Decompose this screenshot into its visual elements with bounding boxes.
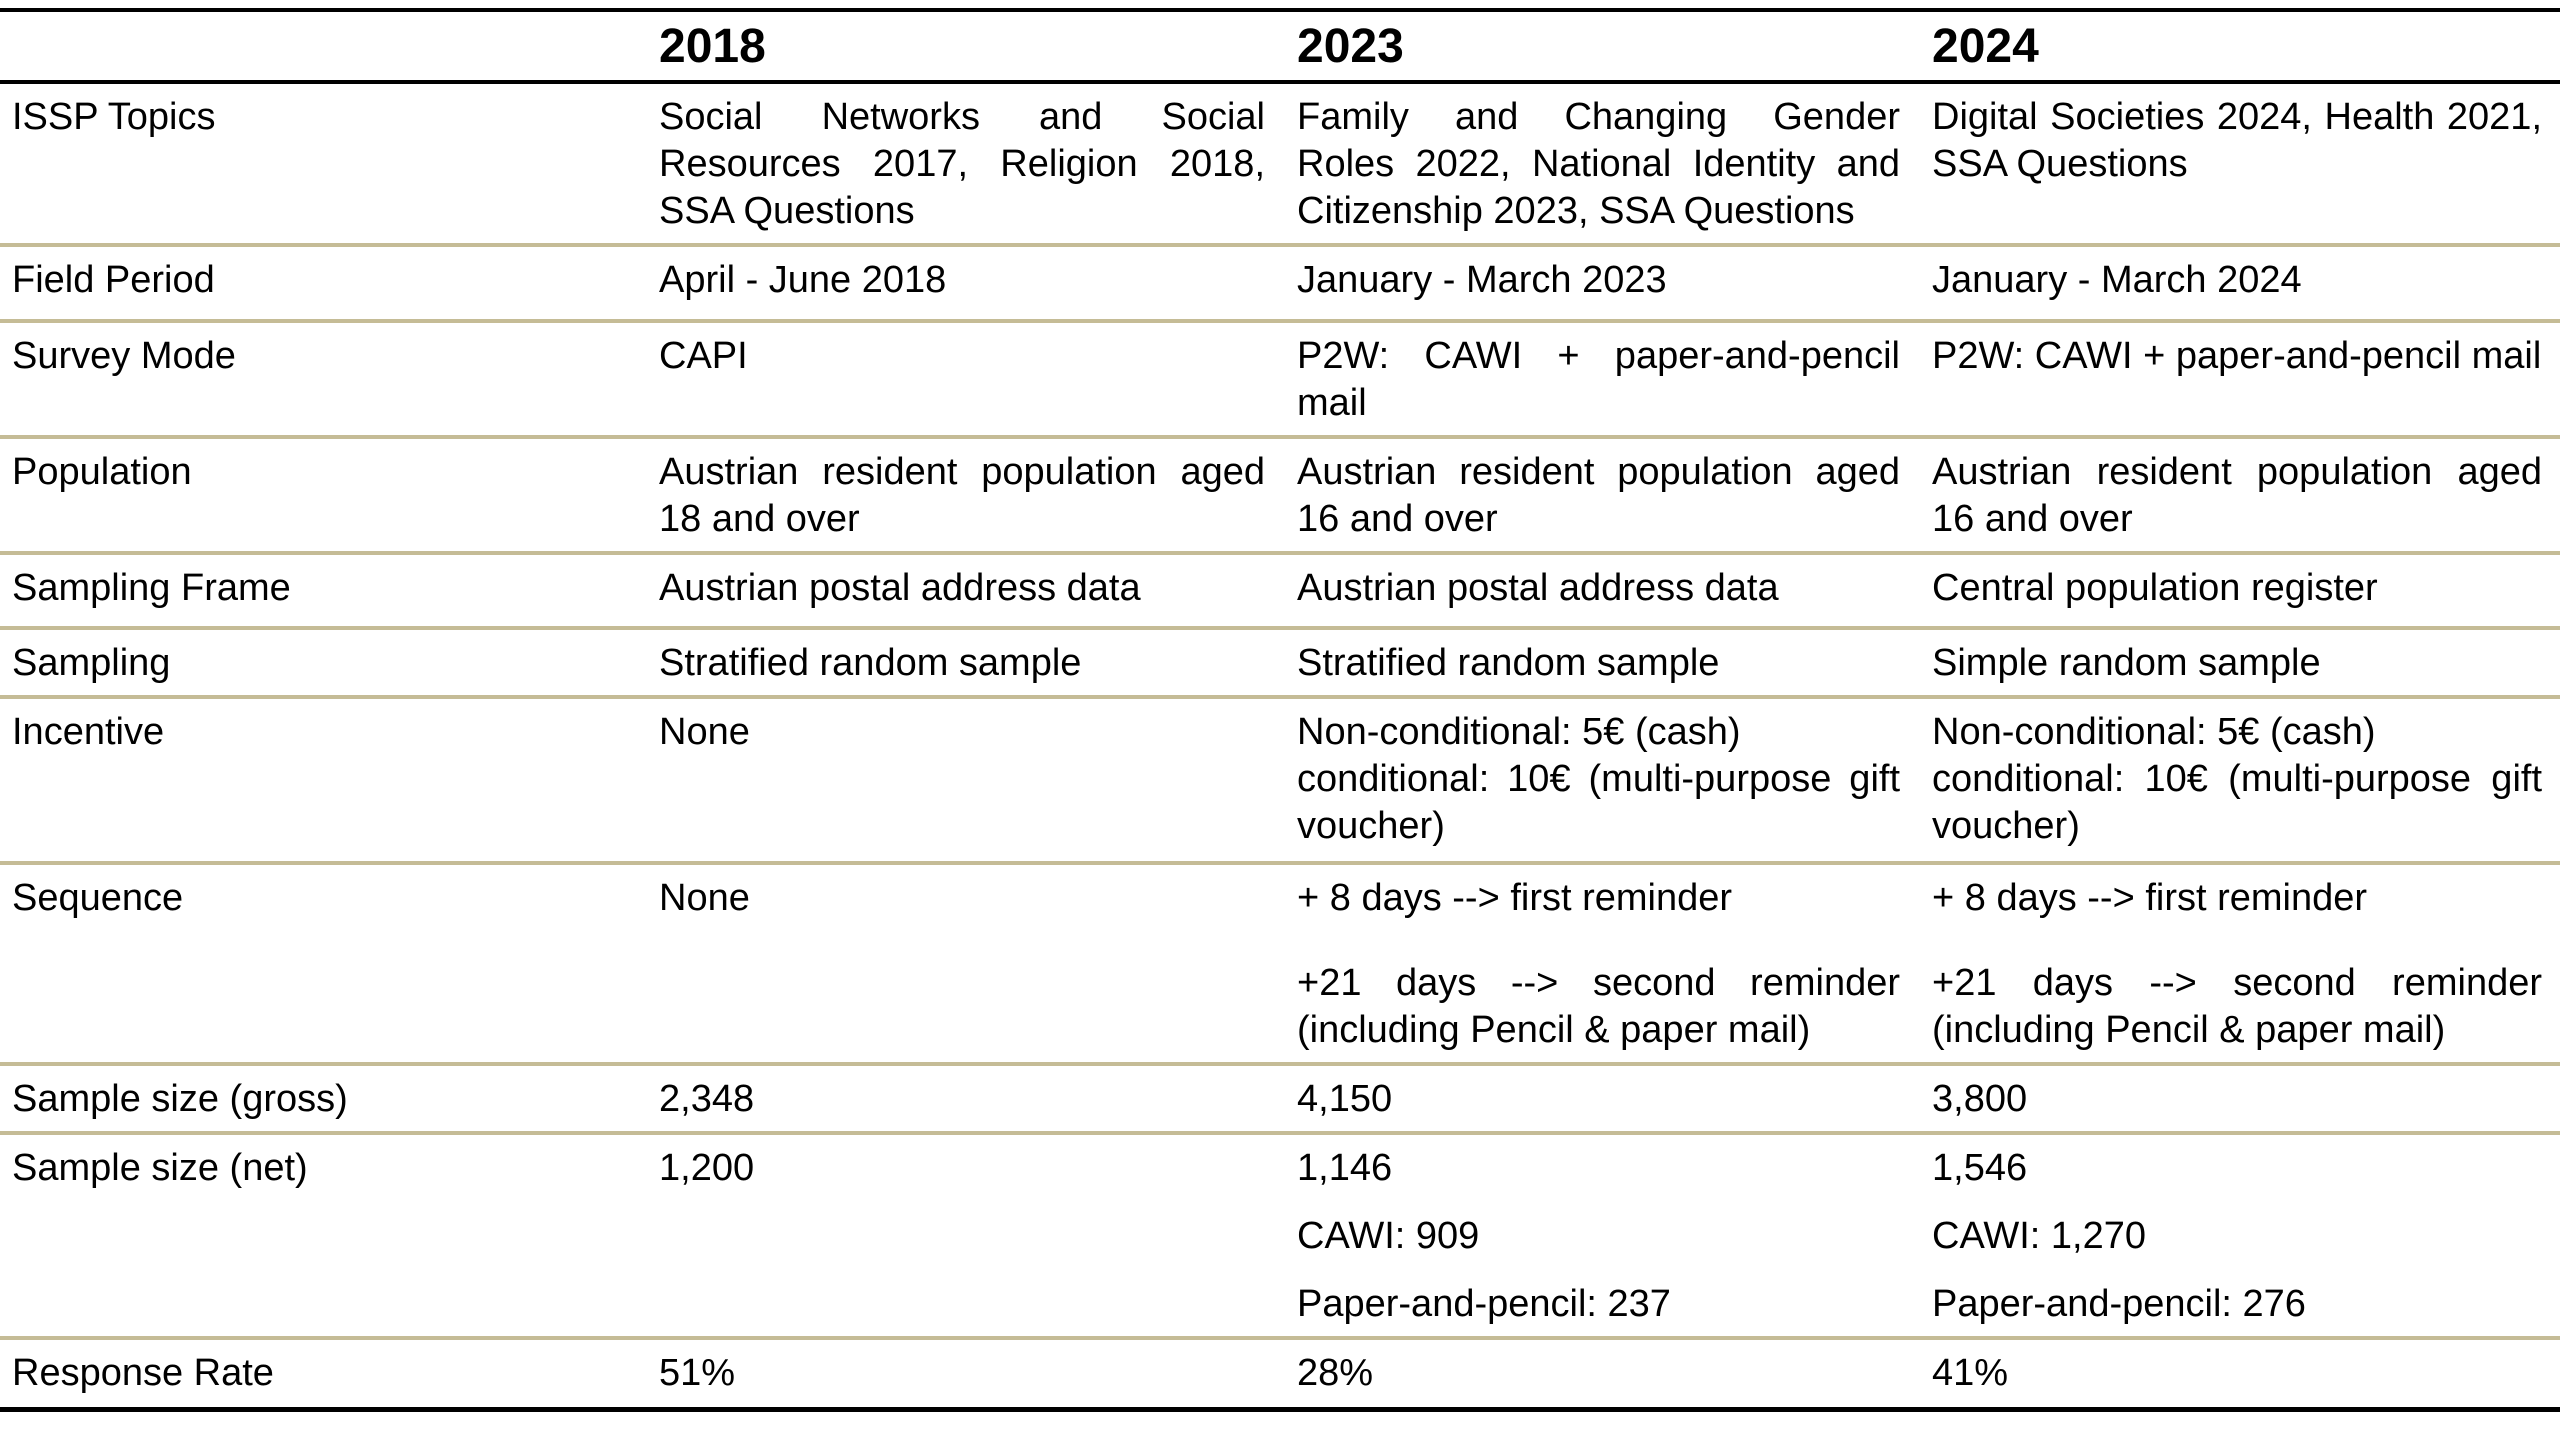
cell-sample-size-gross-2018 [645,1064,1283,1133]
survey-comparison-table [0,8,2560,1412]
cell-paragraph: Paper-and-pencil: 276 [1932,1283,2306,1325]
cell-sampling-frame-2018 [645,553,1283,628]
cell-paragraph: CAWI: 909 [1297,1215,1480,1257]
row-label-incentive: Incentive [12,711,165,753]
table-header [0,10,2560,82]
cell-paragraph: 1,146 [1297,1147,1393,1189]
cell-response-rate-2018 [645,1338,1283,1409]
header-row [0,10,2560,82]
cell-paragraph: Austrian resident population aged 18 and over [659,451,1265,540]
table-row-population [0,437,2560,553]
row-label-sample-size-gross: Sample size (gross) [12,1078,348,1120]
cell-paragraph: + 8 days --> first reminder [1932,877,2368,919]
header-cell-2018: 2018 [659,20,766,73]
cell-survey-mode-2024 [1918,321,2560,437]
cell-paragraph: 51% [659,1352,736,1394]
cell-paragraph: Simple random sample [1932,642,2321,684]
cell-sampling-2018 [645,628,1283,697]
cell-sequence-2023 [1283,863,1918,1064]
cell-paragraph: P2W: CAWI + paper-and-pencil mail [1297,335,1900,424]
cell-paragraph: Austrian postal address data [659,567,1141,609]
table-row-sequence [0,863,2560,1064]
row-label-sampling-frame: Sampling Frame [12,567,291,609]
cell-paragraph: CAPI [659,335,748,377]
cell-survey-mode-2023 [1283,321,1918,437]
cell-paragraph: 28% [1297,1352,1374,1394]
cell-paragraph: Central population register [1932,567,2378,609]
cell-paragraph: None [659,877,750,919]
cell-field-period-2018 [645,245,1283,321]
cell-field-period-2023 [1283,245,1918,321]
cell-paragraph: Stratified random sample [1297,642,1720,684]
cell-paragraph: 1,546 [1932,1147,2028,1189]
cell-population-2018 [645,437,1283,553]
cell-field-period-2024 [1918,245,2560,321]
cell-population-2023 [1283,437,1918,553]
cell-paragraph: Non-conditional: 5€ (cash) [1932,711,2376,753]
header-cell-2023: 2023 [1297,20,1404,73]
cell-paragraph: January - March 2024 [1932,259,2302,301]
row-label-population: Population [12,451,192,493]
cell-paragraph: 41% [1932,1352,2009,1394]
cell-paragraph: 3,800 [1932,1078,2028,1120]
cell-issp-topics-2023 [1283,82,1918,245]
cell-paragraph: Austrian resident population aged 16 and over [1932,451,2542,540]
cell-paragraph: conditional: 10€ (multi-purpose gift voucher) [1932,758,2542,847]
cell-paragraph: +21 days --> second reminder (including Pencil & paper mail) [1297,962,1900,1051]
cell-sequence-2024 [1918,863,2560,1064]
cell-sampling-frame-2024 [1918,553,2560,628]
cell-issp-topics-2024 [1918,82,2560,245]
cell-paragraph: 2,348 [659,1078,755,1120]
cell-paragraph: 1,200 [659,1147,755,1189]
cell-incentive-2024 [1918,697,2560,863]
cell-incentive-2023 [1283,697,1918,863]
table-row-response-rate [0,1338,2560,1409]
table-row-incentive [0,697,2560,863]
cell-sequence-2018 [645,863,1283,1064]
cell-paragraph: 4,150 [1297,1078,1393,1120]
cell-paragraph: None [659,711,750,753]
row-label-issp-topics: ISSP Topics [12,96,216,138]
table-row-issp-topics [0,82,2560,245]
cell-paragraph: Social Networks and Social Resources 2017, Religion 2018, SSA Questions [659,96,1265,232]
table-row-sampling [0,628,2560,697]
cell-survey-mode-2018 [645,321,1283,437]
cell-issp-topics-2018 [645,82,1283,245]
cell-paragraph: Paper-and-pencil: 237 [1297,1283,1671,1325]
header-cell-2024: 2024 [1932,20,2039,73]
row-label-response-rate: Response Rate [12,1352,274,1394]
cell-paragraph: Austrian resident population aged 16 and over [1297,451,1900,540]
cell-paragraph: P2W: CAWI + paper-and-pencil mail [1932,335,2542,377]
cell-sample-size-net-2023 [1283,1133,1918,1338]
table-row-field-period [0,245,2560,321]
cell-paragraph: CAWI: 1,270 [1932,1215,2147,1257]
cell-sample-size-net-2024 [1918,1133,2560,1338]
cell-sampling-frame-2023 [1283,553,1918,628]
cell-sample-size-net-2018 [645,1133,1283,1338]
cell-sampling-2023 [1283,628,1918,697]
table-row-survey-mode [0,321,2560,437]
cell-paragraph: +21 days --> second reminder (including Pencil & paper mail) [1932,962,2542,1051]
table-row-sample-size-gross [0,1064,2560,1133]
table-row-sampling-frame [0,553,2560,628]
cell-paragraph: Non-conditional: 5€ (cash) [1297,711,1741,753]
row-label-sample-size-net: Sample size (net) [12,1147,308,1189]
cell-response-rate-2024 [1918,1338,2560,1409]
row-label-sequence: Sequence [12,877,184,919]
cell-sample-size-gross-2023 [1283,1064,1918,1133]
row-label-field-period: Field Period [12,259,215,301]
table-body [0,82,2560,1409]
cell-paragraph: Stratified random sample [659,642,1082,684]
table-row-sample-size-net [0,1133,2560,1338]
cell-paragraph: Family and Changing Gender Roles 2022, National Identity and Citizenship 2023, SSA Questions [1297,96,1900,232]
header-cell-blank [0,10,645,82]
cell-paragraph: January - March 2023 [1297,259,1667,301]
cell-paragraph: conditional: 10€ (multi-purpose gift voucher) [1297,758,1900,847]
cell-paragraph: + 8 days --> first reminder [1297,877,1733,919]
cell-paragraph: Austrian postal address data [1297,567,1779,609]
cell-paragraph: April - June 2018 [659,259,947,301]
cell-paragraph: Digital Societies 2024, Health 2021, SSA Questions [1932,96,2542,185]
cell-incentive-2018 [645,697,1283,863]
row-label-sampling: Sampling [12,642,171,684]
row-label-survey-mode: Survey Mode [12,335,236,377]
cell-response-rate-2023 [1283,1338,1918,1409]
cell-sampling-2024 [1918,628,2560,697]
cell-sample-size-gross-2024 [1918,1064,2560,1133]
cell-population-2024 [1918,437,2560,553]
